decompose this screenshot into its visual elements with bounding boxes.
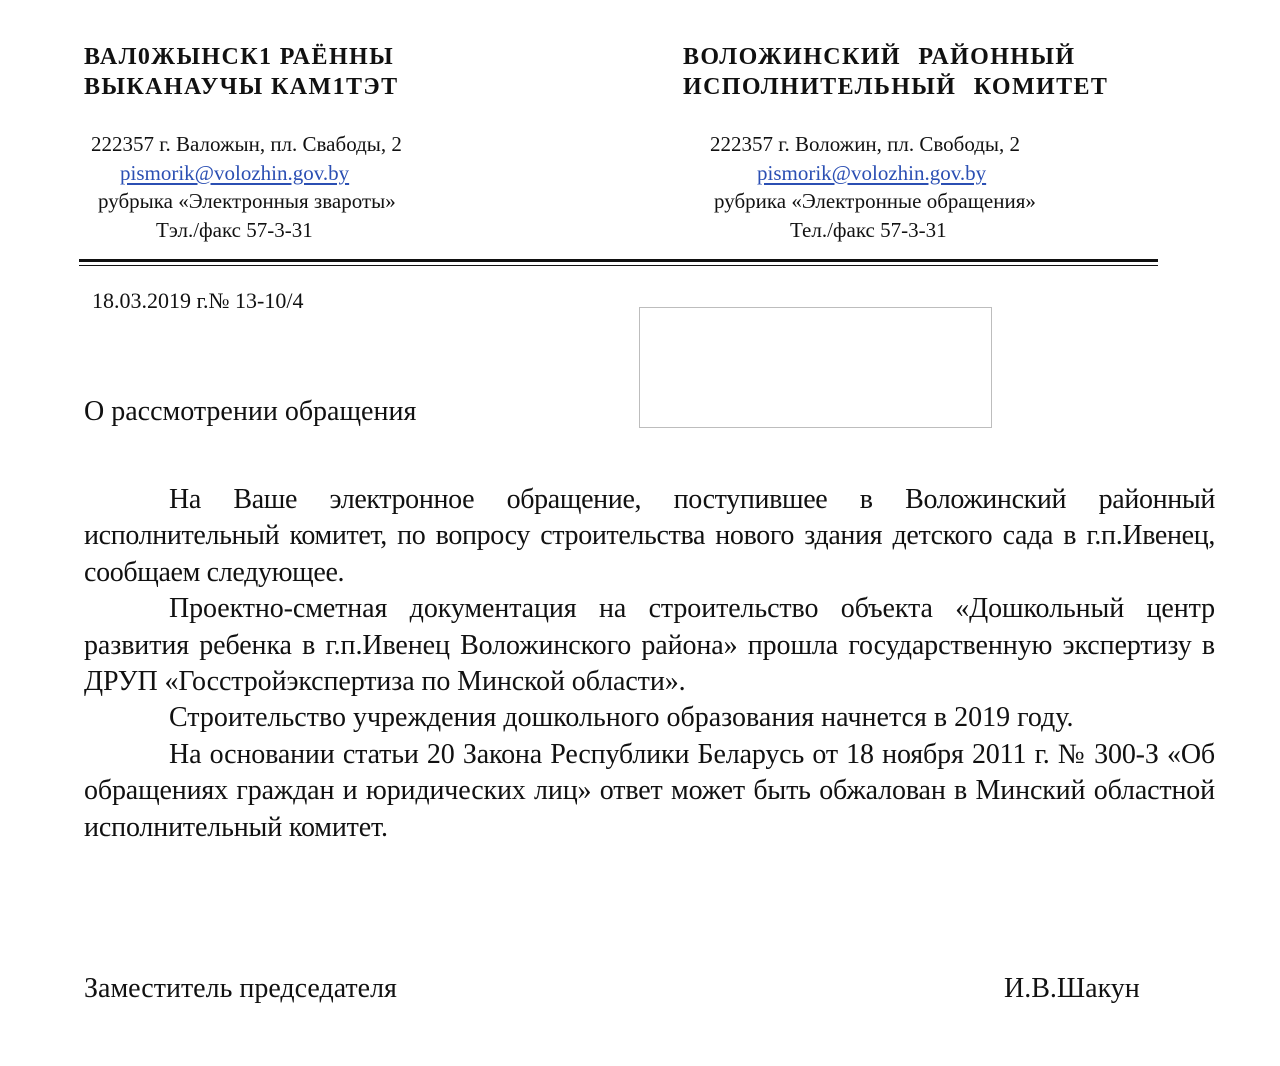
contact-block-left — [88, 130, 508, 244]
body-paragraph-4: На основании статьи 20 Закона Республики Беларусь от 18 ноября 2011 г. № 300-З «Об обращениях граждан и юридических лиц» ответ может быть обжалован в Минский областной исполнительный комитет. — [84, 738, 1215, 843]
signatory-name: И.В.Шакун — [1004, 973, 1140, 1004]
org-name-line-1: ВОЛОЖИНСКИЙ РАЙОННЫЙ — [683, 44, 1076, 70]
letterhead-divider-thick — [79, 259, 1158, 262]
addressee-box — [639, 307, 992, 428]
email-link[interactable]: pismorik@volozhin.gov.by — [120, 160, 350, 185]
body-paragraph-3: Строительство учреждения дошкольного образования начнется в 2019 году. — [169, 702, 1074, 734]
org-name-line-1: ВАЛ0ЖЫНСК1 РАЁННЫ — [84, 44, 395, 70]
letter-body — [84, 482, 1215, 846]
letterhead-org-name-right — [683, 42, 1108, 102]
address: 222357 г. Валожын, пл. Свабоды, 2 — [91, 132, 402, 156]
body-paragraph-2: Проектно-сметная документация на строительство объекта «Дошкольный центр развития ребенка в г.п.Ивенец Воложинского района» прошла государственную экспертизу в ДРУП «Госстройэкспертиза по Минской области». — [84, 593, 1215, 698]
letterhead-divider-thin — [79, 265, 1158, 266]
email-row — [120, 159, 540, 188]
rubric: рубрика «Электронные обращения» — [714, 189, 1036, 213]
phone-fax: Тэл./факс 57-3-31 — [156, 217, 313, 242]
registration-date-number: 18.03.2019 г.№ 13-10/4 — [92, 288, 304, 313]
org-name-line-2: ВЫКАНАУЧЫ КАМ1ТЭТ — [84, 74, 399, 100]
email-link[interactable]: pismorik@volozhin.gov.by — [757, 160, 987, 185]
signatory-title: Заместитель председателя — [84, 973, 397, 1004]
phone-fax: Тел./факс 57-3-31 — [790, 217, 947, 242]
address: 222357 г. Воложин, пл. Свободы, 2 — [710, 132, 1021, 156]
letterhead-org-name-left — [84, 42, 398, 102]
email-row — [757, 159, 1197, 188]
letter-subject: О рассмотрении обращения — [84, 396, 417, 427]
body-paragraph-1: На Ваше электронное обращение, поступившее в Воложинский районный исполнительный комитет, по вопросу строительства нового здания детского сада в г.п.Ивенец, сообщаем следующее. — [84, 484, 1215, 588]
rubric: рубрыка «Электронныя звароты» — [98, 189, 396, 213]
org-name-line-2: ИСПОЛНИТЕЛЬНЫЙ КОМИТЕТ — [683, 74, 1109, 100]
contact-block-right — [700, 130, 1140, 244]
